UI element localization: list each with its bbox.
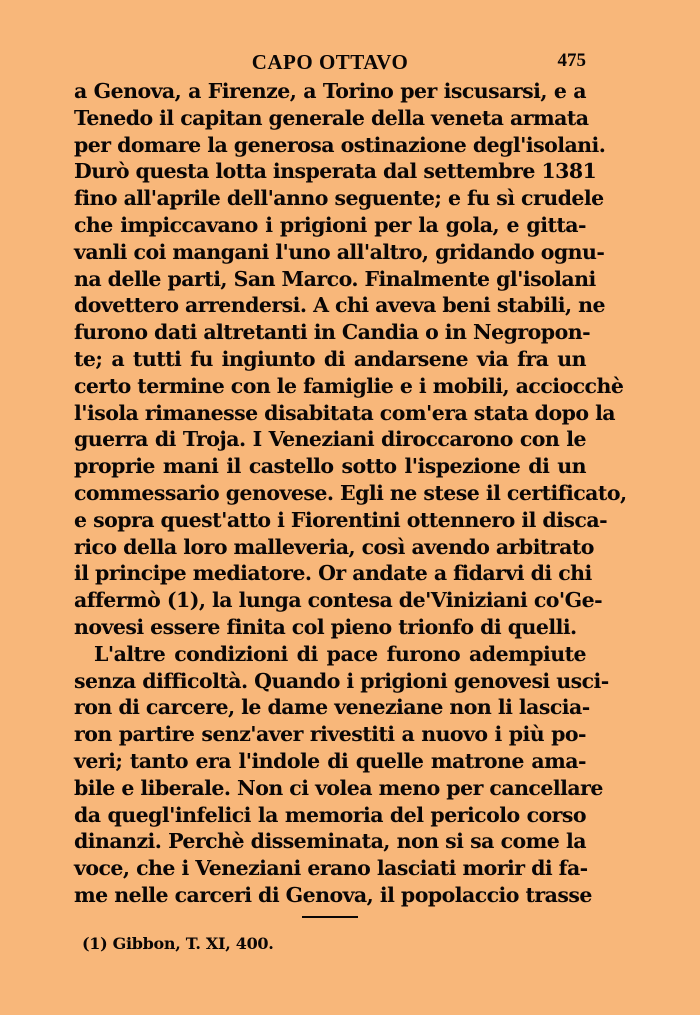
text-line: che impiccavano i prigioni per la gola, e gitta-	[74, 212, 586, 237]
text-line: da quegl'infelici la memoria del pericolo corso	[74, 802, 586, 827]
text-line: L'altre condizioni di pace furono adempiute	[94, 641, 586, 666]
chapter-title: CAPO OTTAVO	[251, 50, 409, 74]
body-text	[74, 78, 627, 909]
text-line: affermò (1), la lunga contesa de'Viniziani co'Ge-	[74, 588, 603, 613]
text-line: ron partire senz'aver rivestiti a nuovo i più po-	[74, 722, 586, 747]
text-line: me nelle carceri di Genova, il popolaccio trasse	[74, 882, 592, 907]
text-line: senza difficoltà. Quando i prigioni genovesi usci-	[74, 668, 609, 693]
text-line: per domare la generosa ostinazione degl'isolani.	[74, 132, 606, 157]
text-line: rico della loro malleveria, così avendo arbitrato	[74, 534, 594, 559]
footnote: (1) Gibbon, T. XI, 400.	[82, 934, 274, 953]
text-line: novesi essere finita col pieno trionfo di quelli.	[74, 614, 577, 639]
text-line: voce, che i Veneziani erano lasciati morir di fa-	[74, 856, 588, 881]
text-line: e sopra quest'atto i Fiorentini ottennero il disca-	[74, 507, 608, 532]
page-number: 475	[557, 50, 586, 71]
text-line: l'isola rimanesse disabitata com'era stata dopo la	[74, 400, 616, 425]
text-line: commessario genovese. Egli ne stese il certificato,	[74, 480, 627, 505]
text-line: bile e liberale. Non ci volea meno per cancellare	[74, 775, 603, 800]
text-line: dinanzi. Perchè disseminata, non si sa come la	[74, 829, 586, 854]
text-line: il principe mediatore. Or andate a fidarvi di chi	[74, 561, 592, 586]
text-line: fino all'aprile dell'anno seguente; e fu sì crudele	[74, 186, 604, 211]
text-line: certo termine con le famiglie e i mobili, acciocchè	[74, 373, 624, 398]
footnote-divider	[302, 916, 358, 918]
page-header	[74, 50, 586, 76]
text-line: proprie mani il castello sotto l'ispezione di un	[74, 454, 586, 479]
text-line: furono dati altretanti in Candia o in Negropon-	[74, 320, 591, 345]
text-line: na delle parti, San Marco. Finalmente gl'isolani	[74, 266, 596, 291]
text-line: a Genova, a Firenze, a Torino per iscusarsi, e a	[74, 79, 586, 103]
text-line: Durò questa lotta insperata dal settembre 1381	[74, 159, 597, 184]
text-line: ron di carcere, le dame veneziane non li lascia-	[74, 695, 590, 720]
text-line: veri; tanto era l'indole di quelle matrone ama-	[74, 748, 586, 773]
text-line: vanli coi mangani l'uno all'altro, gridando ognu-	[74, 239, 605, 264]
text-line: dovettero arrendersi. A chi aveva beni stabili, ne	[74, 293, 606, 318]
text-line: guerra di Troja. I Veneziani diroccarono con le	[74, 427, 586, 452]
text-line: Tenedo il capitan generale della veneta armata	[74, 105, 589, 130]
text-line: te; a tutti fu ingiunto di andarsene via fra un	[74, 346, 586, 371]
